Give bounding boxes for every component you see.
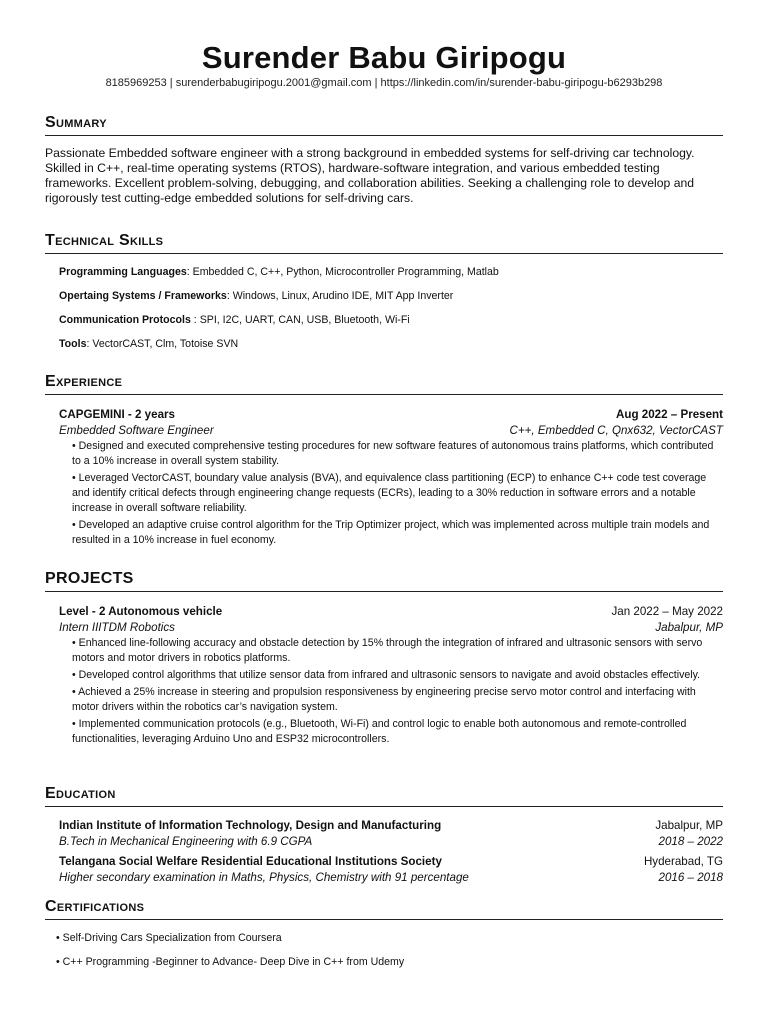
- experience-section: [45, 372, 723, 550]
- project-dates: Jan 2022 – May 2022: [611, 605, 723, 618]
- education-school-row: [59, 818, 723, 834]
- projects-section: [45, 569, 723, 749]
- school-name: Indian Institute of Information Technology, Design and Manufacturing: [59, 819, 442, 832]
- list-item: • C++ Programming -Beginner to Advance- Deep Dive in C++ from Udemy: [56, 956, 405, 968]
- experience-dates: Aug 2022 – Present: [616, 408, 723, 421]
- school-location: Hyderabad, TG: [643, 855, 723, 868]
- skill-separator: :: [226, 290, 233, 302]
- project-organization: Intern IIITDM Robotics: [59, 621, 175, 634]
- education-section: [45, 784, 723, 886]
- skill-value: Windows, Linux, Arudino IDE, MIT App Inverter: [232, 290, 454, 302]
- skill-label: Opertaing Systems / Frameworks: [59, 290, 227, 302]
- summary-section: [45, 113, 723, 206]
- education-degree-row: [59, 834, 723, 850]
- school-name: Telangana Social Welfare Residential Educational Institutions Society: [59, 855, 442, 868]
- experience-entry: [45, 407, 723, 548]
- skill-row: [59, 336, 723, 360]
- degree: B.Tech in Mechanical Engineering with 6.9 CGPA: [59, 835, 313, 848]
- list-item: • Achieved a 25% increase in steering and propulsion responsiveness by engineering precise servo motor control and interfacing with motor drivers within the robotics car’s navigation system.: [72, 686, 696, 713]
- education-degree-row: [59, 870, 723, 886]
- skill-separator: :: [190, 314, 200, 326]
- skill-separator: :: [86, 338, 93, 350]
- skills-section: [45, 231, 723, 360]
- project-name: Level - 2 Autonomous vehicle: [59, 605, 223, 618]
- project-location: Jabalpur, MP: [655, 621, 723, 634]
- skills-heading: Technical Skills: [45, 231, 723, 254]
- education-entry: [45, 818, 723, 850]
- certifications-list: [45, 930, 723, 978]
- project-bullets: [59, 636, 723, 747]
- project-header-row: [59, 604, 723, 620]
- list-item: • Implemented communication protocols (e.g., Bluetooth, Wi-Fi) and control logic to enable both autonomous and remote-controlled functionalities, leveraging Arduino Uno and ESP32 microcontrollers.: [72, 718, 687, 745]
- list-item: • Leveraged VectorCAST, boundary value analysis (BVA), and equivalence class partitioning (ECP) to enhance C++ code test coverage and identify critical defects through engineering change requests (ECRs), leading to a 30% reduction in software errors and a notable increase in overall software reliability.: [72, 472, 707, 514]
- certifications-heading: Certifications: [45, 897, 723, 920]
- skill-label: Communication Protocols: [59, 314, 191, 326]
- experience-header-row: [59, 407, 723, 423]
- contact-line: 8185969253 | surenderbabugiripogu.2001@gmail.com | https://linkedin.com/in/surender-babu-giripogu-b6293b298: [105, 77, 663, 89]
- company-name: CAPGEMINI - 2 years: [59, 408, 175, 421]
- education-entry: [45, 854, 723, 886]
- skills-list: [45, 264, 723, 360]
- education-heading: Education: [45, 784, 723, 807]
- skill-value: SPI, I2C, UART, CAN, USB, Bluetooth, Wi-Fi: [199, 314, 410, 326]
- list-item: • Designed and executed comprehensive testing procedures for new software features of autonomous trains platforms, which contributed to a 10% increase in overall system stability.: [72, 440, 714, 467]
- degree: Higher secondary examination in Maths, Physics, Chemistry with 91 percentage: [59, 871, 469, 884]
- education-school-row: [59, 854, 723, 870]
- summary-text: Passionate Embedded software engineer with a strong background in embedded systems for self-driving car technology. Skilled in C++, real-time operating systems (RTOS), hardware-software integration, and various embedded testing frameworks. Excellent problem-solving, debugging, and collaboration abilities. Seeking a challenging role to develop and rigorously test cutting-edge embedded solutions for self-driving cars.: [45, 146, 695, 205]
- education-years: 2018 – 2022: [658, 835, 723, 848]
- candidate-name: Surender Babu Giripogu: [201, 40, 567, 75]
- list-item: • Developed an adaptive cruise control algorithm for the Trip Optimizer project, which was implemented across multiple train models and resulted in a 10% increase in fuel economy.: [72, 519, 710, 546]
- experience-heading: Experience: [45, 372, 723, 395]
- project-org-row: [59, 620, 723, 636]
- skill-label: Programming Languages: [59, 266, 187, 278]
- list-item: • Enhanced line-following accuracy and obstacle detection by 15% through the integration of infrared and ultrasonic sensors with servo motors and motor drivers in robotics platforms.: [72, 637, 703, 664]
- certifications-section: [45, 897, 723, 978]
- skill-value: Embedded C, C++, Python, Microcontroller Programming, Matlab: [192, 266, 499, 278]
- skill-row: [59, 312, 723, 336]
- skill-value: VectorCAST, Clm, Totoise SVN: [92, 338, 239, 350]
- list-item: • Developed control algorithms that utilize sensor data from infrared and ultrasonic sensors to navigate and avoid obstacles effectively.: [72, 669, 701, 681]
- skill-row: [59, 264, 723, 288]
- experience-role-row: [59, 423, 723, 439]
- list-item: • Self-Driving Cars Specialization from Coursera: [56, 932, 282, 944]
- projects-heading: PROJECTS: [45, 569, 723, 592]
- skill-row: [59, 288, 723, 312]
- project-entry: [45, 604, 723, 747]
- skill-separator: :: [186, 266, 193, 278]
- school-location: Jabalpur, MP: [655, 819, 723, 832]
- job-technologies: C++, Embedded C, Qnx632, VectorCAST: [509, 424, 723, 437]
- experience-bullets: [59, 439, 723, 548]
- job-title: Embedded Software Engineer: [59, 424, 214, 437]
- summary-heading: Summary: [45, 113, 723, 136]
- education-years: 2016 – 2018: [658, 871, 723, 884]
- skill-label: Tools: [59, 338, 87, 350]
